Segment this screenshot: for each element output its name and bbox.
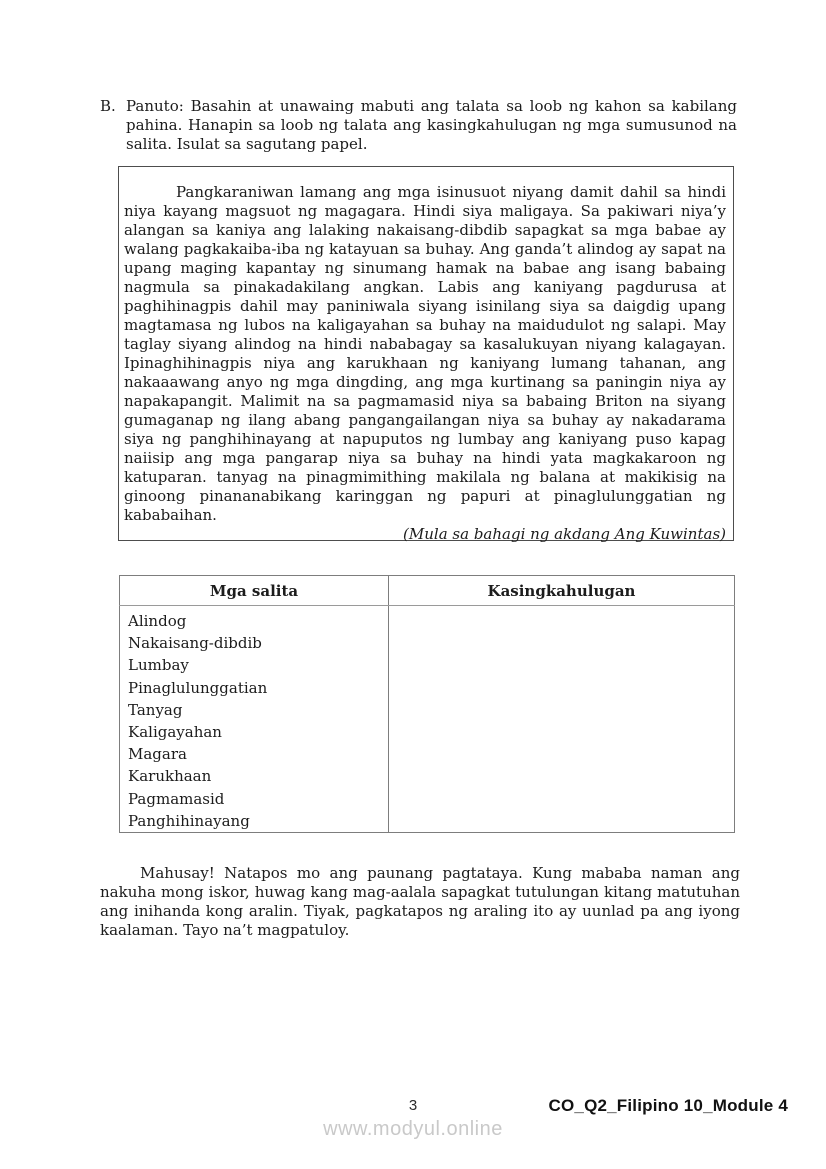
word-item: Kaligayahan <box>128 723 222 742</box>
word-item: Nakaisang-dibdib <box>128 634 262 653</box>
watermark-text: www.modyul.online <box>323 1118 503 1140</box>
synonym-answer-cell <box>389 606 735 833</box>
instruction-block <box>100 97 737 154</box>
word-item: Tanyag <box>128 700 183 719</box>
synonym-table <box>119 575 735 833</box>
passage-attribution: (Mula sa bahagi ng akdang Ang Kuwintas) <box>403 525 726 543</box>
word-list-cell <box>120 606 389 833</box>
page-number: 3 <box>408 1097 418 1114</box>
passage-box <box>118 166 734 541</box>
word-item: Alindog <box>128 612 187 630</box>
table-header-synonyms: Kasingkahulugan <box>389 576 735 606</box>
word-item: Panghihinayang <box>128 811 250 830</box>
word-item: Lumbay <box>128 656 189 675</box>
word-item: Magara <box>128 745 187 764</box>
table-header-words: Mga salita <box>120 576 389 606</box>
instruction-item-label: B. <box>100 97 116 115</box>
passage-paragraph: Pangkaraniwan lamang ang mga isinusuot niyang damit dahil sa hindi niya kayang magsuot ng magagara. Hindi siya maligaya. Sa pakiwari niya’y alangan sa kaniya ang lalaking nakaisang-dibdib sapagkat sa mga babae ay walang pagkakaiba-iba ng katayuan sa buhay. Ang ganda’t alindog ay sapat na upang maging kapantay ng sinumang hamak na babae ang isang babaing nagmula sa pinakadakilang angkan. Labis ang kaniyang pagdurusa at paghihinagpis dahil may paniniwala siyang isinilang siya sa daigdig upang magtamasa ng lubos na kaligayahan sa buhay na maidudulot ng salapi. May taglay siyang alindog na hindi nababagay sa kasalukuyan niyang kalagayan. Ipinaghihinagpis niya ang karukhaan ng kaniyang lumang tahanan, ang nakaaawang anyo ng mga dingding, ang mga kurtinang sa paningin niya ay napakapangit. Malimit na sa pagmamasid niya sa babaing Briton na siyang gumaganap ng ilang abang pangangailangan niya sa buhay ay nakadarama siya ng panghihinayang at napuputos ng lumbay ang kaniyang puso kapag naiisip ang mga pangarap niya sa buhay na hindi yata magkakaroon ng katuparan. tanyag na pinagmimithing makilala ng balana at makikisig na ginoong pinananabikang karinggan ng papuri at pinaglulunggatian ng kababaihan. <box>124 183 726 524</box>
module-code: CO_Q2_Filipino 10_Module 4 <box>548 1096 788 1115</box>
table-header-row <box>120 576 735 606</box>
closing-paragraph: Mahusay! Natapos mo ang paunang pagtataya. Kung mababa naman ang nakuha mong iskor, huwag kang mag-aalala sapagkat tutulungan kitang matutuhan ang inihanda kong aralin. Tiyak, pagkatapos ng araling ito ay uunlad pa ang iyong kaalaman. Tayo na’t magpatuloy. <box>100 864 740 939</box>
instruction-text: Panuto: Basahin at unawaing mabuti ang talata sa loob ng kahon sa kabilang pahina. Hanapin sa loob ng talata ang kasingkahulugan ng mga sumusunod na salita. Isulat sa sagutang papel. <box>126 97 737 153</box>
word-item: Pinaglulunggatian <box>128 678 268 697</box>
table-body-row <box>120 606 735 833</box>
word-item: Karukhaan <box>128 767 212 786</box>
word-item: Pagmamasid <box>128 789 225 808</box>
